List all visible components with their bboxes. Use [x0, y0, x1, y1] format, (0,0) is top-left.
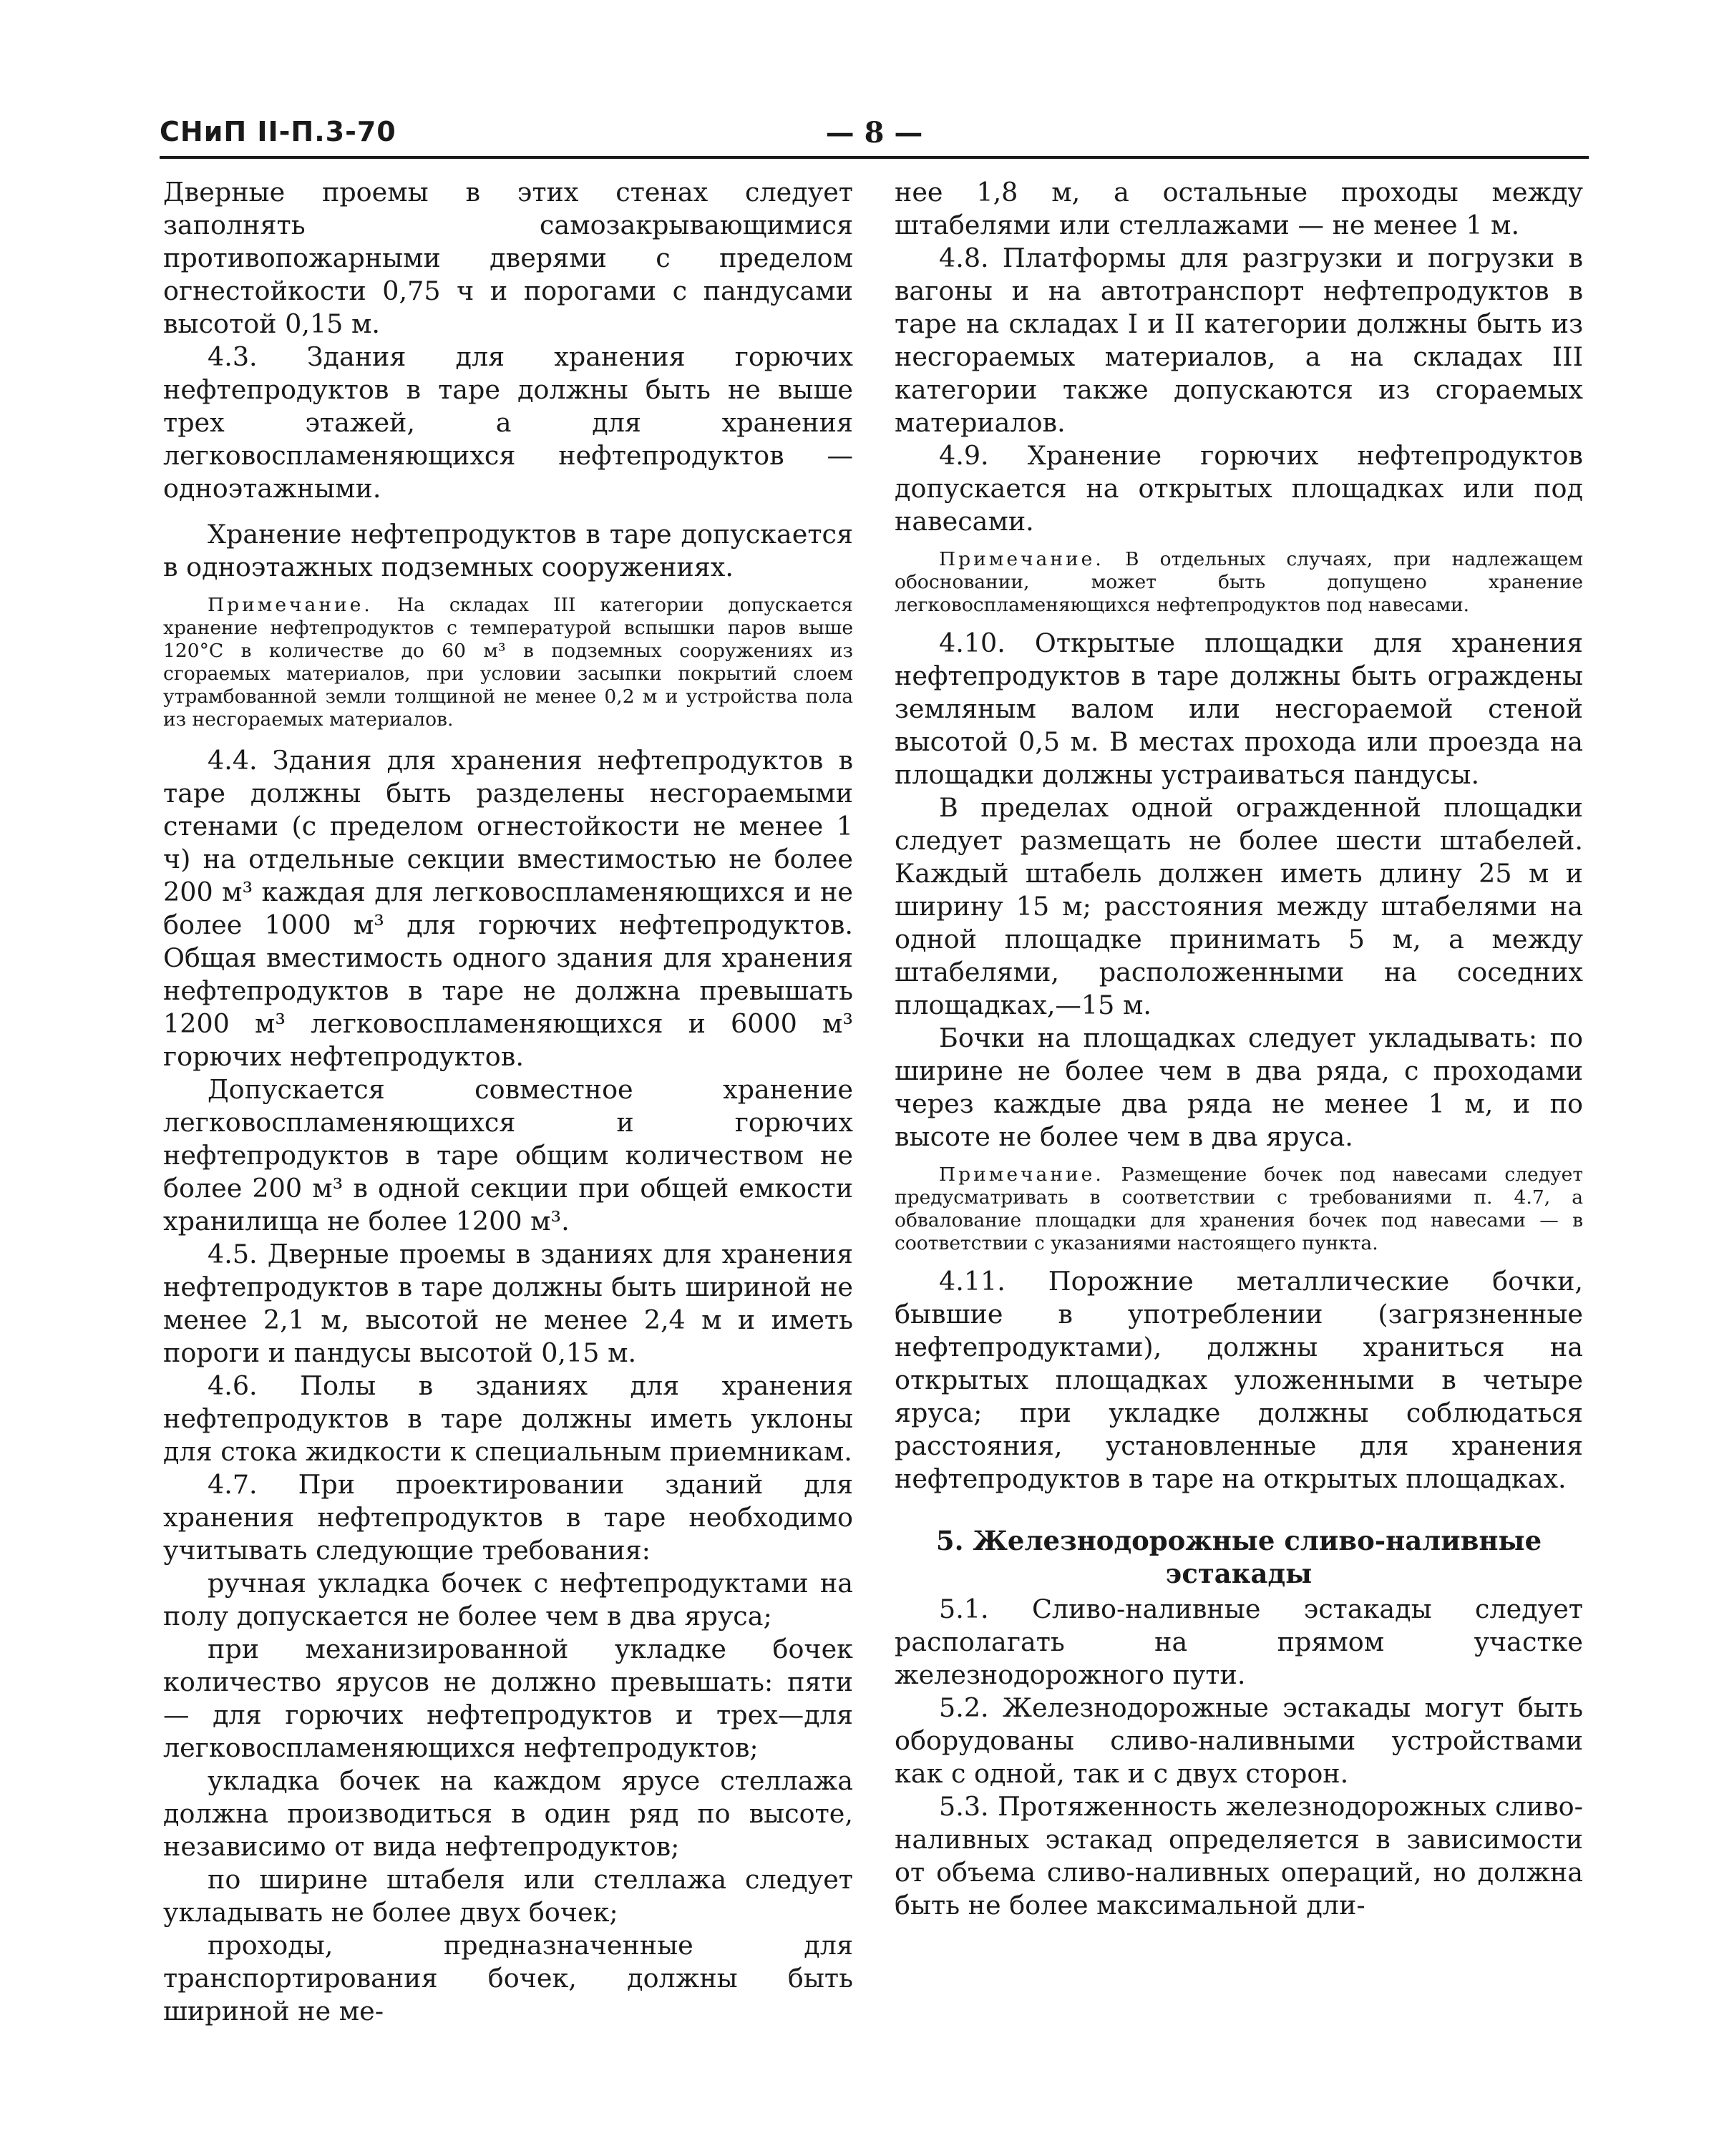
document-code: СНиП II-П.3-70: [160, 116, 396, 147]
paragraph: Хранение нефтепродуктов в таре допускается в одноэтажных подземных сооружениях.: [163, 519, 853, 582]
list-item: по ширине штабеля или стеллажа следует укладывать не более двух бочек;: [163, 1864, 853, 1928]
list-item: при механизированной укладке бочек количество ярусов не должно превышать: пяти — для горючих нефтепродуктов и трех—для легковоспламеняющихся нефтепродуктов;: [163, 1634, 853, 1763]
right-column: [895, 176, 1583, 1922]
clause-4-7: 4.7. При проектировании зданий для хранения нефтепродуктов в таре необходимо учитывать следующие требования:: [163, 1469, 853, 1566]
note-label: Примечание.: [939, 1164, 1104, 1186]
clause-4-10: 4.10. Открытые площадки для хранения нефтепродуктов в таре должны быть ограждены земляным валом или несгораемой стеной высотой 0,5 м. В местах прохода или проезда на площадки должны устраиваться пандусы.: [895, 628, 1583, 790]
section-heading: 5. Железнодорожные сливо-наливные эстакады: [935, 1525, 1542, 1589]
note: [895, 1164, 1583, 1255]
list-item: проходы, предназначенные для транспортирования бочек, должны быть шириной не ме-: [163, 1930, 853, 2026]
note-text: В отдельных случаях, при надлежащем обосновании, может быть допущено хранение легковоспламеняющихся нефтепродуктов под навесами.: [895, 548, 1583, 616]
clause-4-6: 4.6. Полы в зданиях для хранения нефтепродуктов в таре должны иметь уклоны для стока жидкости к специальным приемникам.: [163, 1370, 853, 1467]
list-item: ручная укладка бочек с нефтепродуктами на полу допускается не более чем в два яруса;: [163, 1568, 853, 1631]
paragraph: нее 1,8 м, а остальные проходы между штабелями или стеллажами — не менее 1 м.: [895, 177, 1583, 240]
note-label: Примечание.: [208, 594, 373, 616]
left-column: [163, 176, 853, 2028]
page-number: — 8 —: [825, 116, 923, 150]
paragraph: Бочки на площадках следует укладывать: по ширине не более чем в два ряда, с проходами через каждые два ряда не менее 1 м, и по высоте не более чем в два яруса.: [895, 1023, 1583, 1152]
list-item: укладка бочек на каждом ярусе стеллажа должна производиться в один ряд по высоте, независимо от вида нефтепродуктов;: [163, 1765, 853, 1862]
note-text: На складах III категории допускается хранение нефтепродуктов с температурой вспышки паров выше 120°С в количестве до 60 м³ в подземных сооружениях из сгораемых материалов, при условии засыпки покрытий слоем утрамбованной земли толщиной не менее 0,2 м и устройства пола из несгораемых материалов.: [163, 594, 853, 731]
clause-5-3: 5.3. Протяженность железнодорожных сливо-наливных эстакад определяется в зависимости от объема сливо-наливных операций, но должна быть не более максимальной дли-: [895, 1791, 1583, 1921]
clause-5-1: 5.1. Сливо-наливные эстакады следует располагать на прямом участке железнодорожного пути.: [895, 1594, 1583, 1690]
note-label: Примечание.: [939, 548, 1104, 570]
clause-5-2: 5.2. Железнодорожные эстакады могут быть оборудованы сливо-наливными устройствами как с одной, так и с двух сторон.: [895, 1692, 1583, 1789]
paragraph: Дверные проемы в этих стенах следует заполнять самозакрывающимися противопожарными дверями с пределом огнестойкости 0,75 ч и порогами с пандусами высотой 0,15 м.: [163, 177, 853, 339]
note-text: Размещение бочек под навесами следует предусматривать в соответствии с требованиями п. 4.7, а обвалование площадки для хранения бочек под навесами — в соответствии с указаниями настоящего пункта.: [895, 1164, 1583, 1254]
note: [895, 548, 1583, 617]
clause-4-4: 4.4. Здания для хранения нефтепродуктов в таре должны быть разделены несгораемыми стенами (с пределом огнестойкости не менее 1 ч) на отдельные секции вместимостью не более 200 м³ каждая для легковоспламеняющихся и не более 1000 м³ для горючих нефтепродуктов. Общая вместимость одного здания для хранения нефтепродуктов в таре не должна превышать 1200 м³ легковоспламеняющихся и 6000 м³ горючих нефтепродуктов.: [163, 745, 853, 1072]
paragraph: В пределах одной огражденной площадки следует размещать не более шести штабелей. Каждый штабель должен иметь длину 25 м и ширину 15 м; расстояния между штабелями на одной площадке принимать 5 м, а между штабелями, расположенными на соседних площадках,—15 м.: [895, 792, 1583, 1020]
paragraph: Допускается совместное хранение легковоспламеняющихся и горючих нефтепродуктов в таре общим количеством не более 200 м³ в одной секции при общей емкости хранилища не более 1200 м³.: [163, 1074, 853, 1236]
clause-4-8: 4.8. Платформы для разгрузки и погрузки в вагоны и на автотранспорт нефтепродуктов в таре на складах I и II категории должны быть из несгораемых материалов, а на складах III категории также допускаются из сгораемых материалов.: [895, 243, 1583, 438]
clause-4-11: 4.11. Порожние металлические бочки, бывшие в употреблении (загрязненные нефтепродуктами), должны храниться на открытых площадках уложенными в четыре яруса; при укладке должны соблюдаться расстояния, установленные для хранения нефтепродуктов в таре на открытых площадках.: [895, 1266, 1583, 1494]
clause-4-9: 4.9. Хранение горючих нефтепродуктов допускается на открытых площадках или под навесами.: [895, 440, 1583, 537]
note: [163, 594, 853, 731]
clause-4-3: 4.3. Здания для хранения горючих нефтепродуктов в таре должны быть не выше трех этажей, а для хранения легковоспламеняющихся нефтепродуктов — одноэтажными.: [163, 341, 853, 504]
header-rule: [160, 156, 1589, 159]
clause-4-5: 4.5. Дверные проемы в зданиях для хранения нефтепродуктов в таре должны быть шириной не менее 2,1 м, высотой не менее 2,4 м и иметь пороги и пандусы высотой 0,15 м.: [163, 1239, 853, 1368]
page-header: [160, 116, 1589, 157]
